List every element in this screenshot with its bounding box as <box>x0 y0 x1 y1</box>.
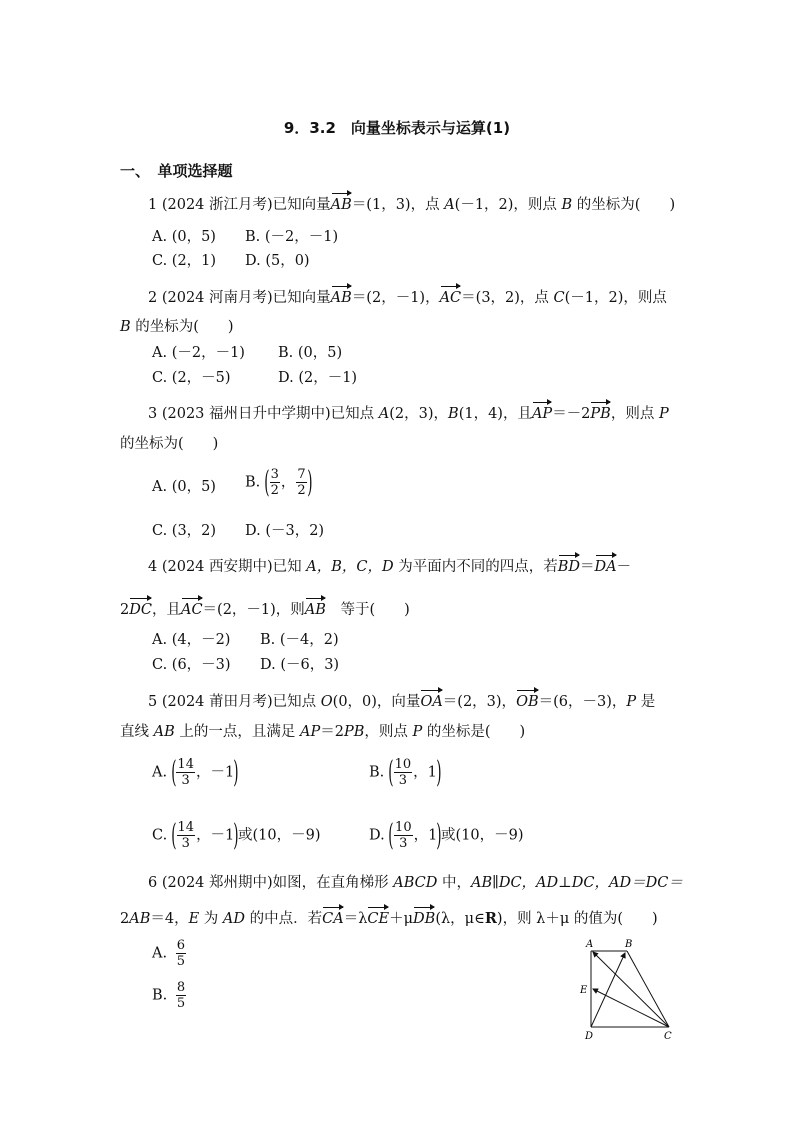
text: 或(10，－9) <box>238 827 321 844</box>
text: ，则点 <box>364 724 413 740</box>
question-2-stem-line1 <box>148 285 667 308</box>
section-heading: 一、 单项选择题 <box>120 162 233 180</box>
q6-option-b <box>152 980 187 1011</box>
text: (1，4)，且 <box>458 406 532 422</box>
q2-option-c: C. (2，－5) <box>152 370 231 386</box>
fraction <box>296 467 306 498</box>
numerator: 10 <box>395 820 412 835</box>
text: ，1 <box>413 764 437 781</box>
point-label: E <box>188 911 200 927</box>
numerator: 3 <box>270 467 279 482</box>
option-label: B. <box>152 987 168 1004</box>
q2-option-d: D. (2，－1) <box>278 370 358 386</box>
denominator: 3 <box>399 836 408 851</box>
text: 3 (2023 福州日升中学期中)已知点 <box>148 406 379 422</box>
vector-ca: CA <box>322 906 344 929</box>
text: 为 <box>199 911 223 927</box>
text: 上的一点，且满足 <box>174 724 300 740</box>
point-label: A <box>378 406 390 422</box>
question-6-stem-line2 <box>120 906 658 929</box>
option-label: A. <box>152 764 168 781</box>
text: (2，3)， <box>389 406 449 422</box>
text: ，1 <box>413 827 438 844</box>
text: ＝(2，－1)， <box>351 290 440 306</box>
vector-ac: AC <box>181 597 203 620</box>
text: (－1，2)，则点 <box>564 290 667 306</box>
text: ＝(2，3)， <box>442 694 517 710</box>
question-3-stem-line1 <box>148 401 669 424</box>
denominator: 3 <box>398 773 407 788</box>
numerator: 7 <box>297 467 306 482</box>
numerator: 14 <box>177 820 195 835</box>
question-5-stem-line1 <box>148 689 655 712</box>
q1-option-d: D. (5，0) <box>245 253 310 269</box>
vector-ob: OB <box>516 689 539 712</box>
vector-oa: OA <box>420 689 442 712</box>
q6-option-a <box>152 938 187 969</box>
vector-ab: AB <box>331 192 352 215</box>
right-paren: ) <box>233 754 239 790</box>
option-label: B. <box>245 474 261 491</box>
text: ，－1 <box>195 764 235 781</box>
label-a: A <box>586 939 594 950</box>
q3-option-d: D. (－3，2) <box>245 523 325 539</box>
question-6-stem-line1 <box>148 873 683 893</box>
question-4-stem-line1 <box>148 554 631 577</box>
text: ，则点 <box>610 406 659 422</box>
text: 的坐标为( ) <box>130 319 234 335</box>
denominator: 3 <box>181 773 190 788</box>
text: 1 (2024 浙江月考)已知向量 <box>148 197 331 213</box>
text: 的中点．若 <box>245 911 323 927</box>
q1-option-b: B. (－2，－1) <box>245 229 339 245</box>
denominator: 2 <box>270 483 279 498</box>
left-paren: ( <box>388 817 394 853</box>
q2-option-a: A. (－2，－1) <box>152 345 245 361</box>
text: ＝(1，3)，点 <box>351 197 445 213</box>
text: 的坐标是( ) <box>422 724 526 740</box>
right-paren: ) <box>306 464 313 500</box>
q3-option-c: C. (3，2) <box>152 523 217 539</box>
page-title: 9．3.2 向量坐标表示与运算(1) <box>283 119 511 137</box>
q3-option-b <box>245 464 313 500</box>
point-label: B <box>120 319 131 335</box>
point-label: P <box>412 724 423 740</box>
fraction <box>176 757 195 788</box>
text: ＝4， <box>150 911 189 927</box>
relation-text: AB∥DC，AD⊥DC，AD＝DC＝ <box>471 875 683 891</box>
text: ＝(3，2)，点 <box>461 290 554 306</box>
numerator: 10 <box>394 757 412 772</box>
right-paren: ) <box>436 754 442 790</box>
label-b: B <box>625 939 633 950</box>
q5-option-b <box>369 754 442 790</box>
vector-bd: BD <box>558 554 580 577</box>
text: (0，0)，向量 <box>332 694 421 710</box>
label-d: D <box>585 1031 594 1042</box>
trapezoid-diagram <box>575 935 685 1047</box>
vector-ab: AB <box>331 285 352 308</box>
vector-ab: AB <box>305 597 326 620</box>
point-label: P <box>658 406 669 422</box>
text: ＝－2 <box>552 406 591 422</box>
edge-bc <box>627 951 669 1027</box>
vector-ce-arrow <box>593 989 669 1027</box>
segment-label: AB <box>129 911 151 927</box>
text: － <box>616 559 632 575</box>
fraction <box>394 757 413 788</box>
q4-option-b: B. (－4，2) <box>260 632 339 648</box>
q5-option-c <box>152 817 321 853</box>
text: ＝(6，－3)， <box>538 694 627 710</box>
fraction <box>394 820 413 851</box>
option-label: C. <box>152 827 168 844</box>
q3-option-a: A. (0，5) <box>152 479 216 495</box>
fraction <box>176 938 186 969</box>
point-labels: A，B，C，D <box>306 559 394 575</box>
text: 的坐标为( ) <box>572 197 676 213</box>
vector-ap: AP <box>532 401 552 424</box>
point-label: B <box>448 406 459 422</box>
text: 中， <box>437 875 472 891</box>
vector-ac: AC <box>440 285 462 308</box>
fraction <box>177 820 196 851</box>
question-1-stem <box>148 192 675 215</box>
denominator: 2 <box>297 483 306 498</box>
point-label: C <box>553 290 565 306</box>
text: 2 (2024 河南月考)已知向量 <box>148 290 331 306</box>
text: 为平面内不同的四点，若 <box>393 559 558 575</box>
q4-option-a: A. (4，－2) <box>152 632 231 648</box>
vector-da: DA <box>595 554 617 577</box>
fraction <box>270 467 280 498</box>
question-2-stem-line2 <box>120 317 234 337</box>
vector-ce: CE <box>367 906 389 929</box>
fraction <box>176 980 186 1011</box>
left-paren: ( <box>264 464 270 500</box>
trapezoid-figure <box>575 935 685 1047</box>
real-numbers-symbol: R <box>484 910 497 927</box>
text: 是 <box>636 694 656 710</box>
text: )，则 λ＋μ 的值为( ) <box>496 911 658 927</box>
question-5-stem-line2 <box>120 722 525 742</box>
label-e: E <box>580 985 588 996</box>
line-label: AB <box>153 724 175 740</box>
point-label: P <box>626 694 637 710</box>
vector-db: DB <box>413 906 435 929</box>
text: ＝2 <box>320 724 344 740</box>
point-label: B <box>561 197 573 213</box>
text: ＋μ <box>389 911 414 927</box>
segment-label: PB <box>343 724 365 740</box>
segment-label: AP <box>299 724 321 740</box>
option-label: A. <box>152 945 168 962</box>
left-paren: ( <box>170 754 177 790</box>
vector-pb: PB <box>590 401 610 424</box>
denominator: 3 <box>181 836 190 851</box>
text: ＝(2，－1)，则 <box>202 602 305 618</box>
q5-option-a <box>152 754 239 790</box>
point-label: O <box>320 694 333 710</box>
right-paren: ) <box>233 817 239 853</box>
text: 2 <box>120 602 130 618</box>
text: ，－1 <box>196 827 235 844</box>
right-paren: ) <box>436 817 442 853</box>
text: ， <box>280 474 296 491</box>
segment-label: AD <box>222 911 246 927</box>
numerator: 6 <box>176 938 185 953</box>
label-c: C <box>664 1031 672 1042</box>
q2-option-b: B. (0，5) <box>278 345 343 361</box>
text: (λ，μ∈ <box>435 911 485 927</box>
question-4-stem-line2 <box>120 597 410 620</box>
text: ＝λ <box>343 911 368 927</box>
option-label: D. <box>369 827 385 844</box>
text: 2 <box>120 911 130 927</box>
text: 6 (2024 郑州期中)如图，在直角梯形 <box>148 875 394 891</box>
text: 5 (2024 莆田月考)已知点 <box>148 694 321 710</box>
question-3-stem-line2: 的坐标为( ) <box>120 436 219 452</box>
vector-ca-arrow <box>593 952 669 1027</box>
shape-label: ABCD <box>393 875 438 891</box>
q5-option-d <box>369 817 524 853</box>
q1-option-a: A. (0，5) <box>152 229 216 245</box>
denominator: 5 <box>176 954 185 969</box>
vector-dc: DC <box>129 597 152 620</box>
text: 4 (2024 西安期中)已知 <box>148 559 307 575</box>
q4-option-c: C. (6，－3) <box>152 657 231 673</box>
text: 或(10，－9) <box>441 827 524 844</box>
denominator: 5 <box>176 996 186 1011</box>
text: ，且 <box>151 602 181 618</box>
option-label: B. <box>369 764 385 781</box>
left-paren: ( <box>388 754 394 790</box>
text: ＝ <box>580 559 595 575</box>
left-paren: ( <box>171 817 177 853</box>
numerator: 14 <box>177 757 194 772</box>
text: 等于( ) <box>325 602 410 618</box>
numerator: 8 <box>176 980 186 995</box>
q4-option-d: D. (－6，3) <box>260 657 340 673</box>
text: 直线 <box>120 724 154 740</box>
text: (－1，2)，则点 <box>454 197 562 213</box>
point-label: A <box>444 197 455 213</box>
q1-option-c: C. (2，1) <box>152 253 217 269</box>
